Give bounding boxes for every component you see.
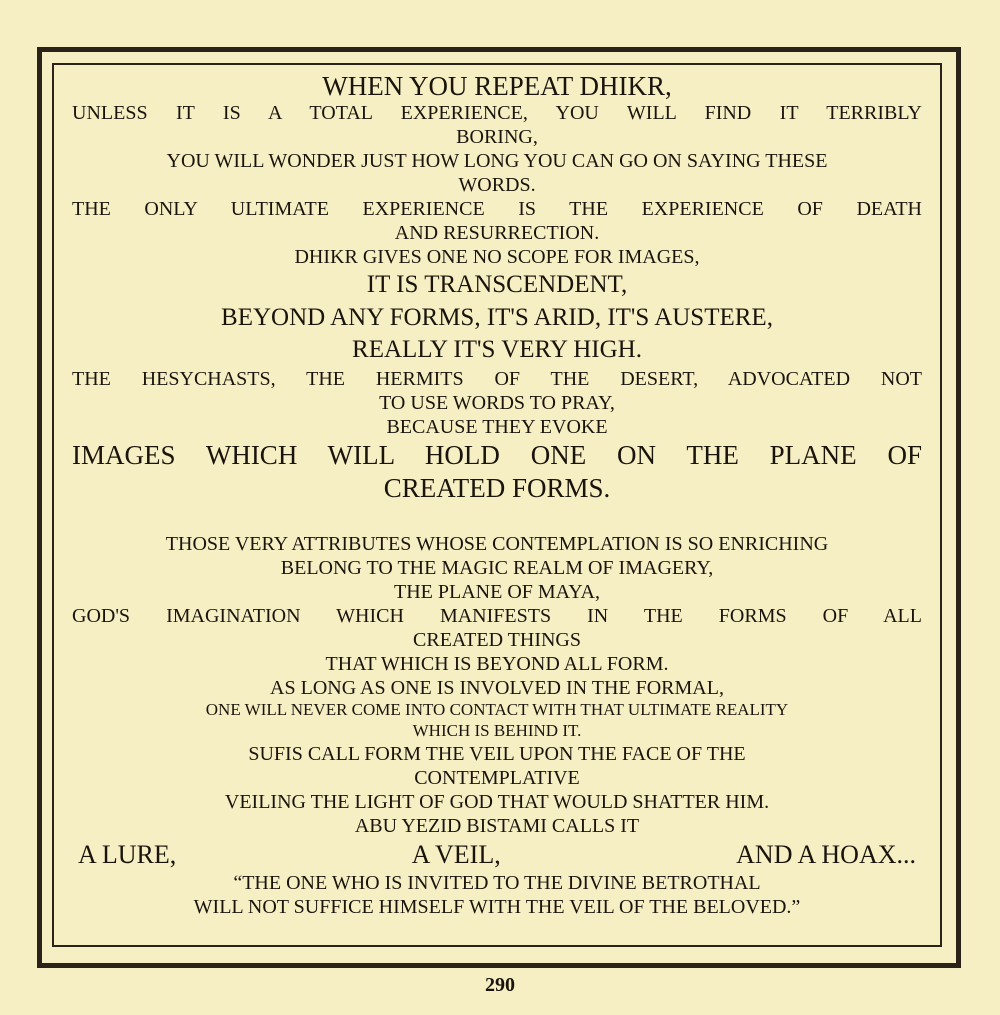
poem-line: IT IS TRANSCENDENT, xyxy=(366,271,628,299)
poem-line: AS LONG AS ONE IS INVOLVED IN THE FORMAL, xyxy=(270,677,724,700)
poem-line: ONE WILL NEVER COME INTO CONTACT WITH THAT ULTIMATE REALITY xyxy=(205,700,789,720)
poem-line: AND RESURRECTION. xyxy=(394,222,600,245)
poem-line: GOD'S IMAGINATION WHICH MANIFESTS IN THE FORMS OF ALL xyxy=(72,605,922,628)
poem-line: WORDS. xyxy=(458,174,536,197)
poem-line: YOU WILL WONDER JUST HOW LONG YOU CAN GO ON SAYING THESE xyxy=(166,150,828,173)
page-number: 290 xyxy=(485,974,515,996)
poem-line: WHICH IS BEHIND IT. xyxy=(412,720,582,740)
stanza-break xyxy=(72,506,922,532)
poem-line: VEILING THE LIGHT OF GOD THAT WOULD SHATTER HIM. xyxy=(224,790,770,813)
poem-line: THE ONLY ULTIMATE EXPERIENCE IS THE EXPERIENCE OF DEATH xyxy=(72,198,922,221)
poem-line: CONTEMPLATIVE xyxy=(414,766,580,789)
poem-text-block xyxy=(72,72,922,919)
poem-line: IMAGES WHICH WILL HOLD ONE ON THE PLANE OF xyxy=(72,439,922,470)
poem-line: THAT WHICH IS BEYOND ALL FORM. xyxy=(325,653,669,676)
poem-line: UNLESS IT IS A TOTAL EXPERIENCE, YOU WILL FIND IT TERRIBLY xyxy=(72,102,922,125)
poem-line: THE HESYCHASTS, THE HERMITS OF THE DESERT, ADVOCATED NOT xyxy=(72,367,922,390)
quotation-line: “THE ONE WHO IS INVITED TO THE DIVINE BETROTHAL xyxy=(233,871,761,894)
poem-line: SUFIS CALL FORM THE VEIL UPON THE FACE OF THE xyxy=(248,742,746,765)
closing-triad xyxy=(72,838,922,871)
poem-line: WHEN YOU REPEAT DHIKR, xyxy=(322,71,672,101)
poem-line: TO USE WORDS TO PRAY, xyxy=(379,391,615,414)
poem-line: THOSE VERY ATTRIBUTES WHOSE CONTEMPLATION IS SO ENRICHING xyxy=(165,533,829,556)
veil-word: A VEIL, xyxy=(411,839,501,869)
poem-line: CREATED THINGS xyxy=(413,629,581,652)
poem-line: BORING, xyxy=(456,126,538,149)
quotation-line: WILL NOT SUFFICE HIMSELF WITH THE VEIL OF THE BELOVED.” xyxy=(193,895,801,918)
poem-line: ABU YEZID BISTAMI CALLS IT xyxy=(354,814,640,837)
poem-line: BELONG TO THE MAGIC REALM OF IMAGERY, xyxy=(280,557,714,580)
poem-line: BEYOND ANY FORMS, IT'S ARID, IT'S AUSTERE, xyxy=(221,303,773,331)
poem-line: REALLY IT'S VERY HIGH. xyxy=(352,336,642,364)
poem-line: CREATED FORMS. xyxy=(383,473,611,504)
hoax-word: AND A HOAX... xyxy=(736,839,916,869)
poem-line: BECAUSE THEY EVOKE xyxy=(386,415,608,438)
lure-word: A LURE, xyxy=(78,839,177,869)
poem-line: THE PLANE OF MAYA, xyxy=(394,581,600,604)
poem-line: DHIKR GIVES ONE NO SCOPE FOR IMAGES, xyxy=(294,246,700,269)
